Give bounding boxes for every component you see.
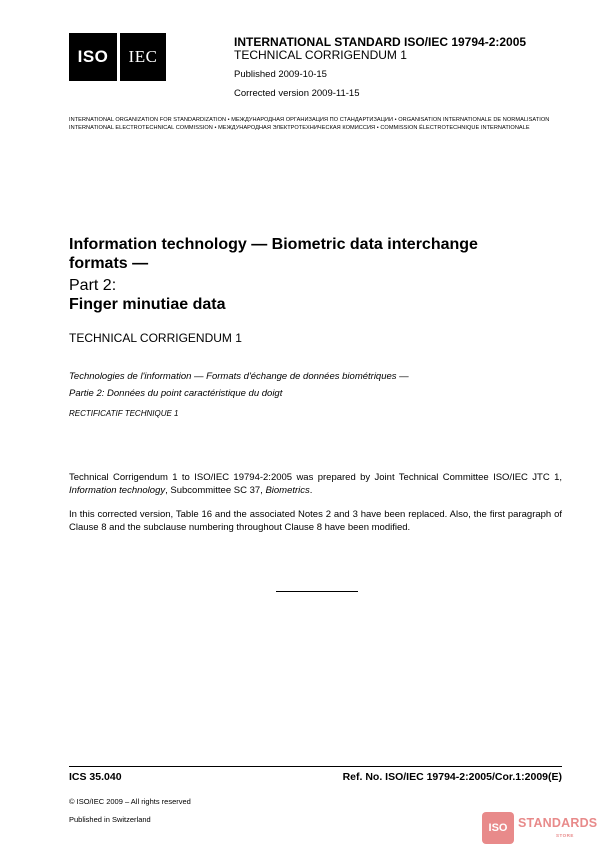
org-line-iec: INTERNATIONAL ELECTROTECHNICAL COMMISSION • МЕЖДУНАРОДНАЯ ЭЛЕКТРОТЕХНИЧЕСКАЯ КОМИССИЯ • COMMISSION ÉLECTROTECHNIQUE INTERNATIONALE: [69, 125, 530, 131]
body-paragraph-1: [69, 471, 562, 497]
store-subtitle: STORE: [556, 833, 574, 838]
ics-code: ICS 35.040: [69, 771, 122, 783]
reference-number: Ref. No. ISO/IEC 19794-2:2005/Cor.1:2009(E): [342, 771, 562, 783]
store-name: STANDARDS: [518, 816, 598, 830]
technical-corrigendum-heading: TECHNICAL CORRIGENDUM 1: [69, 331, 242, 345]
org-line-iso: INTERNATIONAL ORGANIZATION FOR STANDARDIZATION • МЕЖДУНАРОДНАЯ ОРГАНИЗАЦИЯ ПО СТАНДАРТИЗАЦИИ • ORGANISATION INTERNATIONALE DE NORMALISATION: [69, 117, 550, 123]
iec-logo-text: IEC: [128, 47, 158, 66]
part-number: Part 2:: [69, 277, 117, 294]
published-in: Published in Switzerland: [69, 815, 151, 824]
french-part-title: Partie 2: Données du point caractéristique du doigt: [69, 388, 283, 399]
corrected-version-date: Corrected version 2009-11-15: [234, 88, 360, 99]
document-title: Information technology — Biometric data interchange formats —: [69, 236, 478, 272]
corrigendum-label: TECHNICAL CORRIGENDUM 1: [234, 48, 407, 62]
iso-logo-text: ISO: [77, 47, 109, 66]
store-iso-badge: [482, 812, 514, 844]
standard-title: INTERNATIONAL STANDARD ISO/IEC 19794-2:2005: [234, 35, 527, 49]
part-title: Finger minutiae data: [69, 296, 226, 313]
para1-subcommittee-name: Biometrics: [265, 485, 310, 496]
para1-text-c: , Subcommittee SC 37,: [165, 485, 266, 496]
iec-logo: [120, 33, 166, 81]
published-date: Published 2009-10-15: [234, 69, 327, 80]
para1-text-a: Technical Corrigendum 1 to ISO/IEC 19794-2:2005 was prepared by Joint Technical Committee ISO/IEC JTC 1,: [69, 472, 562, 483]
para1-committee-name: Information technology: [69, 485, 166, 496]
french-corrigendum: RECTIFICATIF TECHNIQUE 1: [69, 409, 179, 418]
standards-store-watermark: [482, 812, 598, 845]
copyright-notice: © ISO/IEC 2009 – All rights reserved: [69, 797, 191, 806]
para1-text-e: .: [309, 485, 313, 496]
section-divider: [276, 591, 358, 592]
footer-rule: [69, 766, 562, 767]
iso-logo: [69, 33, 117, 81]
store-iso-text: ISO: [488, 822, 508, 834]
body-paragraph-2: In this corrected version, Table 16 and the associated Notes 2 and 3 have been replaced. Also, the first paragraph of Clause 8 and the subclause numbering throughout Clause 8 have been modified.: [69, 509, 562, 533]
french-title: Technologies de l'information — Formats d'échange de données biométriques —: [69, 371, 409, 382]
